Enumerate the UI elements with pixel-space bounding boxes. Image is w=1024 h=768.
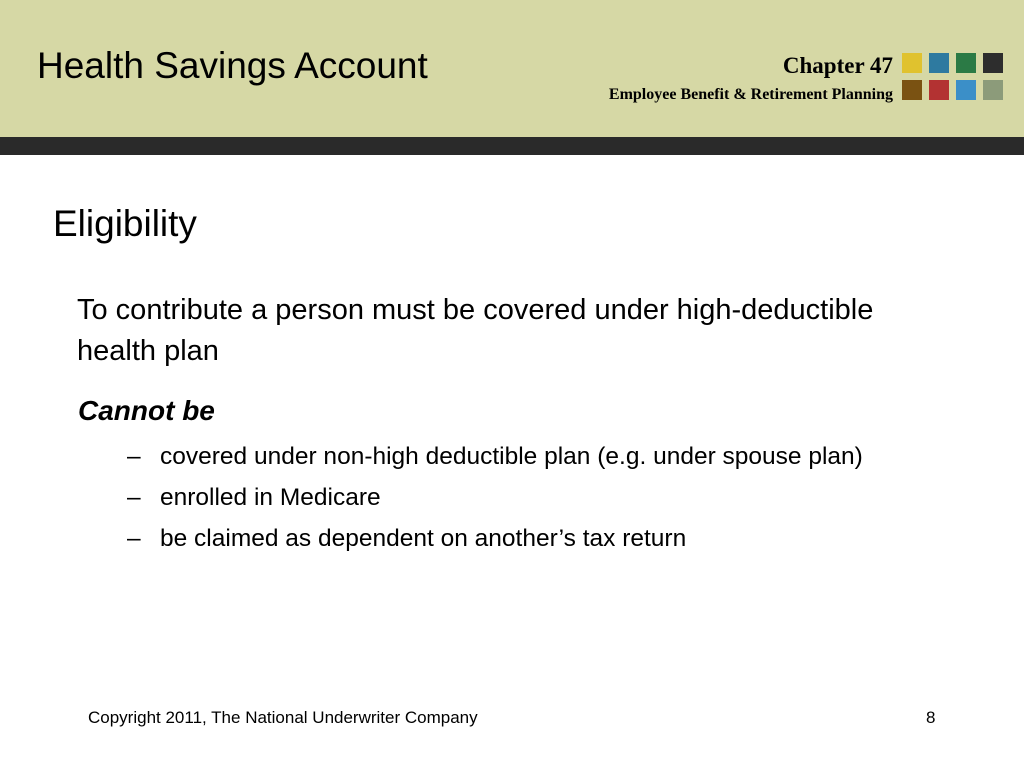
eligibility-paragraph: To contribute a person must be covered under high-deductible health plan — [77, 294, 874, 367]
logo-square — [983, 53, 1003, 73]
slide-heading: Eligibility — [53, 203, 197, 244]
header-divider-bar — [0, 137, 1024, 155]
dash-bullet: – — [127, 525, 141, 552]
book-subtitle: Employee Benefit & Retirement Planning — [608, 86, 893, 103]
chapter-label: Chapter 47 — [782, 53, 893, 78]
logo-square — [929, 53, 949, 73]
logo-square — [956, 80, 976, 100]
list-item — [127, 522, 927, 556]
cannot-be-list — [127, 440, 927, 563]
logo-square — [956, 53, 976, 73]
dash-bullet: – — [127, 484, 141, 511]
color-squares-logo — [902, 53, 1006, 103]
logo-square — [929, 80, 949, 100]
list-item-text: covered under non-high deductible plan (e.g. under spouse plan) — [160, 443, 863, 470]
list-item — [127, 481, 927, 515]
page-number: 8 — [926, 708, 936, 727]
dash-bullet: – — [127, 443, 141, 470]
logo-square — [902, 53, 922, 73]
list-item-text: enrolled in Medicare — [160, 484, 381, 511]
cannot-be-heading: Cannot be — [78, 395, 215, 426]
logo-square — [902, 80, 922, 100]
list-item — [127, 440, 927, 474]
list-item-text: be claimed as dependent on another’s tax return — [160, 525, 687, 552]
footer-copyright: Copyright 2011, The National Underwriter Company — [88, 708, 478, 727]
presentation-title: Health Savings Account — [37, 45, 428, 86]
logo-square — [983, 80, 1003, 100]
